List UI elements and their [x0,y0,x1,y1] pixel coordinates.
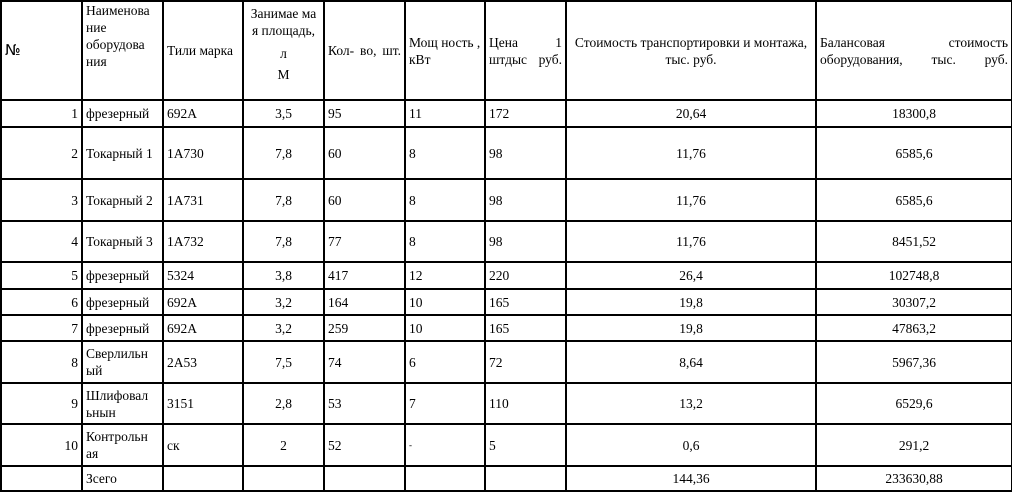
cell-price: 72 [485,341,566,383]
table-row [1,179,1012,221]
total-transport: 144,36 [566,466,816,491]
cell-qty: 52 [324,424,405,466]
cell-num: 10 [1,424,82,466]
cell-qty: 53 [324,383,405,424]
cell-name: Шлифовал ьнын [82,383,163,424]
cell-price: 220 [485,262,566,289]
cell-model: 1А732 [163,221,243,262]
cell-area: 7,8 [243,221,324,262]
cell-area: 2 [243,424,324,466]
header-area-line2: л [280,46,287,61]
cell-power: 8 [405,221,485,262]
cell-power: 12 [405,262,485,289]
cell-name: фрезерный [82,315,163,341]
cell-power: 8 [405,127,485,179]
cell-qty: 259 [324,315,405,341]
cell-power: 6 [405,341,485,383]
cell-name: Токарный 2 [82,179,163,221]
table-row [1,127,1012,179]
cell-balance: 291,2 [816,424,1012,466]
header-area-line1: Занимае ма я площадь, [250,6,317,38]
cell-transport: 11,76 [566,221,816,262]
cell-area: 3,5 [243,100,324,127]
cell-model: 1А731 [163,179,243,221]
cell-balance: 6529,6 [816,383,1012,424]
cell-num: 7 [1,315,82,341]
cell-price: 98 [485,127,566,179]
cell-price: 98 [485,221,566,262]
cell-area: 7,5 [243,341,324,383]
cell-qty: 60 [324,179,405,221]
cell-area: 7,8 [243,179,324,221]
table-row [1,100,1012,127]
cell-balance: 6585,6 [816,179,1012,221]
header-num: № [1,1,82,100]
cell-price: 5 [485,424,566,466]
header-transport: Стоимость транспортировки и монтажа, тыс. руб. [566,1,816,100]
cell-power: - [405,424,485,466]
cell-transport: 11,76 [566,179,816,221]
cell-power: 11 [405,100,485,127]
cell-model: ск [163,424,243,466]
cell-balance: 8451,52 [816,221,1012,262]
cell-model: 1А730 [163,127,243,179]
cell-num: 1 [1,100,82,127]
cell-name: фрезерный [82,262,163,289]
cell-num: 2 [1,127,82,179]
header-area [243,1,324,100]
cell-num: 8 [1,341,82,383]
cell-price: 110 [485,383,566,424]
table-row [1,383,1012,424]
cell-transport: 19,8 [566,315,816,341]
table-row [1,262,1012,289]
cell-balance: 6585,6 [816,127,1012,179]
cell-balance: 5967,36 [816,341,1012,383]
cell-transport: 26,4 [566,262,816,289]
header-model: Тили марка [163,1,243,100]
cell-model: 692А [163,100,243,127]
table-row [1,315,1012,341]
cell-model: 3151 [163,383,243,424]
cell-area: 3,2 [243,315,324,341]
header-row [1,1,1012,100]
table-row [1,221,1012,262]
total-empty-cell [163,466,243,491]
cell-name: фрезерный [82,100,163,127]
total-empty-cell [485,466,566,491]
cell-transport: 11,76 [566,127,816,179]
cell-power: 10 [405,289,485,315]
cell-area: 3,2 [243,289,324,315]
cell-num: 9 [1,383,82,424]
cell-balance: 30307,2 [816,289,1012,315]
cell-model: 2А53 [163,341,243,383]
cell-transport: 19,8 [566,289,816,315]
cell-qty: 95 [324,100,405,127]
cell-power: 10 [405,315,485,341]
cell-area: 3,8 [243,262,324,289]
header-name: Наименова ние оборудова ния [82,1,163,100]
cell-qty: 77 [324,221,405,262]
header-area-line3: М [277,67,290,82]
cell-qty: 60 [324,127,405,179]
cell-name: фрезерный [82,289,163,315]
cell-model: 692А [163,289,243,315]
header-qty: Кол- во, шт. [324,1,405,100]
cell-price: 98 [485,179,566,221]
cell-qty: 417 [324,262,405,289]
cell-num: 3 [1,179,82,221]
total-num-cell [1,466,82,491]
cell-transport: 0,6 [566,424,816,466]
cell-num: 4 [1,221,82,262]
cell-power: 8 [405,179,485,221]
cell-price: 165 [485,289,566,315]
header-power: Мощ ность , кВт [405,1,485,100]
total-empty-cell [324,466,405,491]
total-balance: 233630,88 [816,466,1012,491]
cell-transport: 8,64 [566,341,816,383]
cell-power: 7 [405,383,485,424]
cell-area: 7,8 [243,127,324,179]
cell-price: 172 [485,100,566,127]
header-price: Цена 1 штдыс руб. [485,1,566,100]
cell-model: 692А [163,315,243,341]
cell-num: 5 [1,262,82,289]
total-row [1,466,1012,491]
cell-balance: 102748,8 [816,262,1012,289]
table-row [1,424,1012,466]
cell-balance: 47863,2 [816,315,1012,341]
cell-name: Токарный 3 [82,221,163,262]
cell-num: 6 [1,289,82,315]
cell-name: Сверлильн ый [82,341,163,383]
header-balance: Балансовая стоимость оборудования, тыс. руб. [816,1,1012,100]
cell-model: 5324 [163,262,243,289]
cell-transport: 20,64 [566,100,816,127]
cell-qty: 164 [324,289,405,315]
cell-transport: 13,2 [566,383,816,424]
total-empty-cell [243,466,324,491]
cell-price: 165 [485,315,566,341]
table-row [1,341,1012,383]
total-label: Зсего [82,466,163,491]
table-row [1,289,1012,315]
total-empty-cell [405,466,485,491]
cell-name: Контрольн ая [82,424,163,466]
cell-area: 2,8 [243,383,324,424]
cell-name: Токарный 1 [82,127,163,179]
cell-qty: 74 [324,341,405,383]
cell-balance: 18300,8 [816,100,1012,127]
